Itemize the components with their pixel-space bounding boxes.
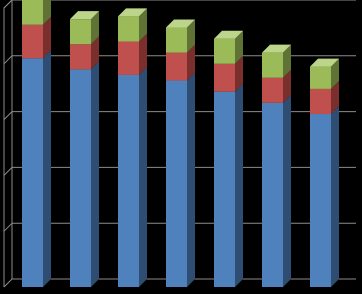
bar-seg-s3-c1 — [22, 0, 43, 25]
bar-seg-s1-c7 — [310, 114, 331, 287]
bar-seg-s2-c6 — [262, 78, 283, 103]
bar-seg-s1-c5 — [214, 92, 235, 287]
bar-seg-s2-c5 — [214, 64, 235, 92]
bar-side-s1-c1 — [43, 50, 51, 287]
bar-seg-s3-c6 — [262, 53, 283, 78]
bar-side-s1-c4 — [187, 73, 195, 287]
bar-seg-s3-c5 — [214, 39, 235, 64]
bar-side-s1-c5 — [235, 84, 243, 287]
bar-seg-s1-c4 — [166, 81, 187, 287]
bar-seg-s3-c3 — [118, 16, 139, 41]
bar-seg-s2-c3 — [118, 41, 139, 74]
bar-side-s1-c2 — [91, 61, 99, 287]
bar-seg-s1-c3 — [118, 75, 139, 287]
bar-seg-s3-c4 — [166, 28, 187, 53]
bar-side-s1-c7 — [331, 106, 339, 287]
bar-seg-s1-c1 — [22, 58, 43, 287]
bar-seg-s2-c4 — [166, 53, 187, 81]
gridline — [4, 0, 356, 8]
bar-seg-s3-c2 — [70, 19, 91, 44]
bar-seg-s2-c2 — [70, 44, 91, 69]
bars — [22, 0, 339, 287]
bar-side-s1-c3 — [139, 67, 147, 287]
bar-seg-s1-c6 — [262, 103, 283, 287]
bar-seg-s1-c2 — [70, 69, 91, 287]
bar-seg-s2-c1 — [22, 25, 43, 58]
bar-seg-s3-c7 — [310, 67, 331, 89]
bar-seg-s2-c7 — [310, 89, 331, 114]
axis-wall — [4, 0, 12, 287]
bar-side-s1-c6 — [283, 95, 291, 287]
